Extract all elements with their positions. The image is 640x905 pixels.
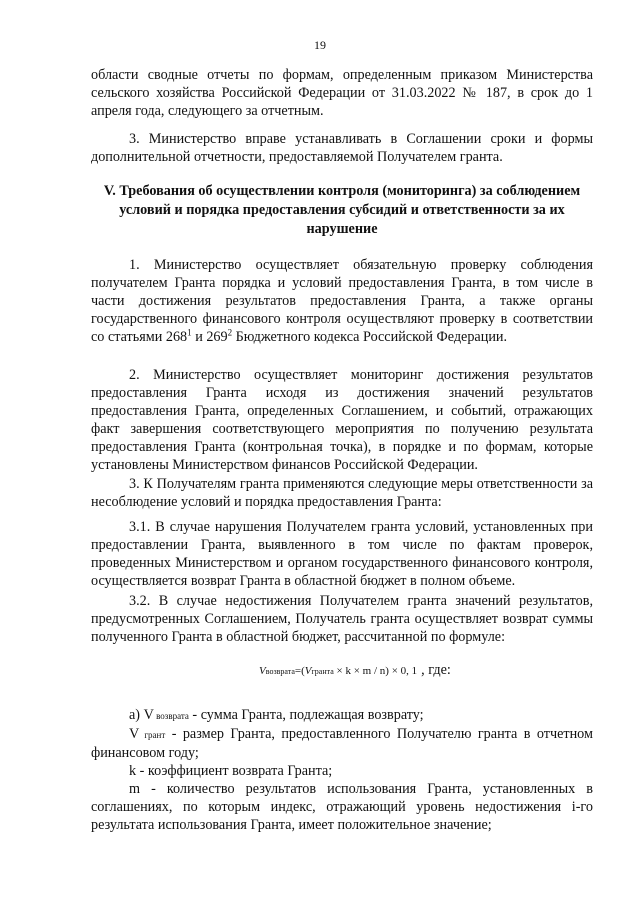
paragraph-2: 2. Министерство осуществляет мониторинг достижения результатов предоставления Гранта исходя из достижения значений результатов предоставления Гранта, определенных Соглашением, и событий, отражающих факт завершения соответствующего мероприятия по получению результата предоставления Гранта (контрольная точка), в порядке и по формам, которые установлены Министерством финансов Российской Федерации. [91, 367, 593, 473]
paragraph-3: 3. Министерство вправе устанавливать в Соглашении сроки и формы дополнительной отчетности, предоставляемой Получателем гранта. [91, 131, 593, 165]
paragraph-1-text-end: Бюджетного кодекса Российской Федерации. [232, 329, 508, 345]
definition-a [91, 706, 593, 725]
definition-v-grant [91, 725, 593, 762]
definition-b-post: - размер Гранта, предоставленного Получателю гранта в отчетном финансовом году; [91, 726, 593, 761]
formula-rest: × k × m / n) × 0, 1 [333, 665, 418, 677]
formula-where: , где: [421, 662, 451, 678]
paragraph-1-text-a: 1. Министерство осуществляет обязательную проверку соблюдения получателем Гранта порядка и условий предоставления Гранта, в том числе в части достижения результатов предоставления Гранта, а также органы государственного финансового контроля осуществляют проверку в соответствии со статьями 268 [91, 257, 593, 345]
paragraph-3b: 3. К Получателям гранта применяются следующие меры ответственности за несоблюдение условий и порядка предоставления Гранта: [91, 476, 593, 510]
formula-eq: =( [294, 665, 305, 677]
formula-v2-sub: гранта [311, 667, 334, 676]
paragraph-1 [91, 256, 593, 346]
paragraph-intro-block [91, 66, 593, 120]
paragraph-1-text-mid: и 269 [191, 329, 228, 345]
definition-a-pre: а) V [129, 707, 154, 723]
page-number: 19 [314, 38, 326, 52]
paragraph-3-1-block [91, 518, 593, 590]
paragraph-1-block [91, 256, 593, 346]
formula-v-sub: возврата [265, 667, 295, 676]
definition-b-sub: грант [139, 730, 166, 740]
definition-k: k - коэффициент возврата Гранта; [129, 763, 333, 779]
section-heading: V. Требования об осуществлении контроля (мониторинга) за соблюдением условий и порядка предоставления субсидий и ответственности за их нарушение [103, 183, 581, 237]
paragraph-3-block [91, 130, 593, 166]
paragraph-3-1: 3.1. В случае нарушения Получателем гранта условий, установленных при предоставлении Гранта, выявленного в том числе по фактам проверок, проведенных Министерством и органом государственного финансового контроля, осуществляется возврат Гранта в областной бюджет в полном объеме. [91, 519, 593, 589]
formula-v: V [259, 665, 266, 677]
paragraph-1-sup-2: 2 [227, 327, 233, 338]
paragraph-1-sup-1: 1 [187, 327, 192, 338]
definition-a-sub: возврата [153, 711, 189, 721]
definition-b-pre: V [129, 726, 140, 742]
paragraph-3-2: 3.2. В случае недостижения Получателем гранта значений результатов, предусмотренных Соглашением, Получатель гранта осуществляет возврат суммы полученного Гранта в областной бюджет, рассчитанной по формуле: [91, 593, 593, 645]
formula-v2: V [304, 665, 312, 677]
definition-a-post: - сумма Гранта, подлежащая возврату; [188, 707, 424, 723]
definition-m: m - количество результатов использования Гранта, установленных в соглашениях, по которым индекс, отражающий уровень недостижения i-го результата использования Гранта, имеет положительное значение; [91, 781, 593, 833]
paragraph-3-2-block [91, 592, 593, 646]
paragraph-intro: области сводные отчеты по формам, определенным приказом Министерства сельского хозяйства Российской Федерации от 31.03.2022 № 187, в срок до 1 апреля года, следующего за отчетным. [91, 67, 593, 119]
return-formula [259, 662, 451, 679]
definitions-block [91, 706, 593, 834]
paragraph-3b-block [91, 475, 593, 511]
paragraph-2-block [91, 366, 593, 474]
